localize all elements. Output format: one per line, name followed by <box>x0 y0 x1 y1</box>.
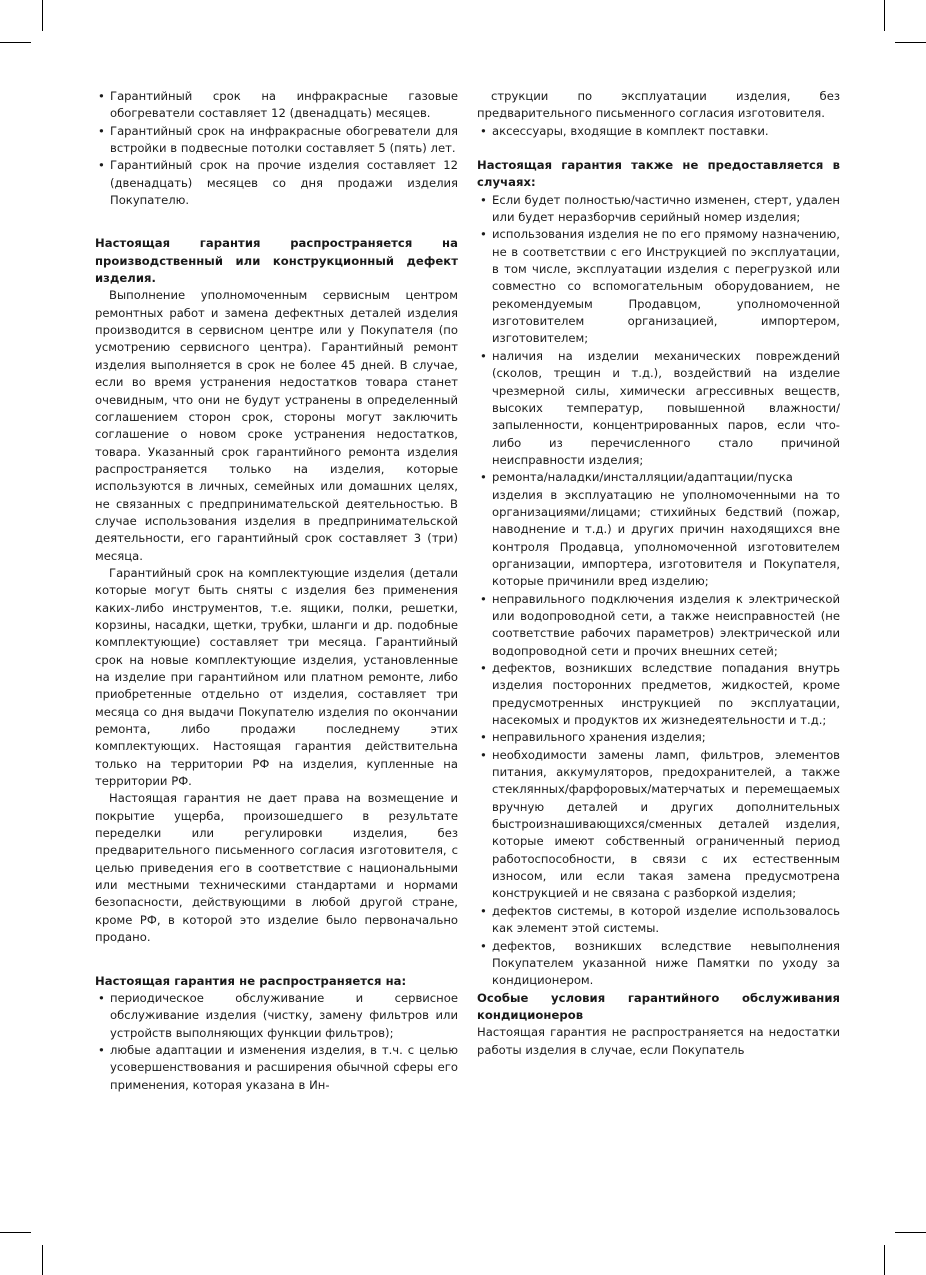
vertical-spacer <box>95 947 458 973</box>
section-heading: Настоящая гарантия не распространяется на: <box>95 973 407 988</box>
section-heading: Особые условия гарантийного обслуживания кондиционеров <box>477 990 840 1022</box>
crop-mark-top-right-vertical <box>884 0 885 31</box>
list-item: • любые адаптации и изменения изделия, в т.ч. с целью усовершенствования и расширения обычной сферы его применения, которая указана в Ин- <box>95 1042 458 1094</box>
list-item: • необходимости замены ламп, фильтров, элементов питания, аккумуляторов, предохранителей, а также стеклянных/фарфоровых/матерчатых и перемещаемых вручную деталей и других дополнительных быстроизнашивающихся/сменных деталей изделия, которые имеют собственный ограниченный период работоспособности, в связи с их естественным износом, или если такая замена предусмотрена конструкцией и не связана с разборкой изделия; <box>477 747 840 903</box>
list-item: • ремонта/наладки/инсталляции/адаптации/пуска изделия в эксплуатацию не уполномоченными на то организациями/лицами; стихийных бедствий (пожар, наводнение и т.д.) и других причин находящихся вне контроля Продавца, уполномоченной изготовителем организации, импортера, изготовителя и Покупателя, которые причинили вред изделию; <box>477 469 840 590</box>
body-paragraph: Настоящая гарантия не дает права на возмещение и покрытие ущерба, произошедшего в результате переделки или регулировки изделия, без предварительного письменного согласия изготовителя, с целью приведения его в соответствие с национальными или местными техническими стандартами и нормами безопасности, действующими в любой другой стране, кроме РФ, в которой это изделие было первоначально продано. <box>95 791 458 945</box>
list-item: • периодическое обслуживание и сервисное обслуживание изделия (чистку, замену фильтров или устройств выполняющих функции фильтров); <box>95 990 458 1042</box>
right-column <box>477 88 840 1059</box>
text-columns <box>95 88 840 1094</box>
list-item: • наличия на изделии механических повреждений (сколов, трещин и т.д.), воздействий на изделие чрезмерной силы, химически агрессивных веществ, высоких температур, повышенной влажности/запыленности, концентрированных паров, если что-либо из перечисленного стало причиной неисправности изделия; <box>477 348 840 469</box>
crop-mark-top-left-horizontal <box>0 42 31 43</box>
crop-mark-bottom-left-horizontal <box>0 1232 31 1233</box>
list-item: • Если будет полностью/частично изменен, стерт, удален или будет неразборчив серийный номер изделия; <box>477 192 840 227</box>
vertical-spacer <box>95 209 458 235</box>
list-item: • Гарантийный срок на инфракрасные обогреватели для встройки в подвесные потолки составляет 5 (пять) лет. <box>95 123 458 158</box>
body-paragraph: Выполнение уполномоченным сервисным центром ремонтных работ и замена дефектных деталей изделия производится в сервисном центре или у Покупателя (по усмотрению сервисного центра). Гарантийный ремонт изделия выполняется в срок не более 45 дней. В случае, если во время устранения недостатков товара станет очевидным, что они не будут устранены в определенный соглашением сторон срок, стороны могут заключить соглашение о новом сроке устранения недостатков, товара. Указанный срок гарантийного ремонта изделия распространяется только на изделия, которые используются в личных, семейных или домашних целях, не связанных с предпринимательской деятельностью. В случае использования изделия в предпринимательской деятельности, его гарантийный срок составляет 3 (три) месяца. <box>95 288 458 563</box>
list-item: • дефектов системы, в которой изделие использовалось как элемент этой системы. <box>477 903 840 938</box>
list-item: • дефектов, возникших вследствие попадания внутрь изделия посторонних предметов, жидкостей, кроме предусмотренных инструкцией по эксплуатации, насекомых и продуктов их жизнедеятельности и т.д.; <box>477 660 840 729</box>
list-item: • дефектов, возникших вследствие невыполнения Покупателем указанной ниже Памятки по уходу за кондиционером. <box>477 938 840 990</box>
left-column <box>95 88 458 1094</box>
list-item: • использования изделия не по его прямому назначению, не в соответствии с его Инструкцией по эксплуатации, в том числе, эксплуатации изделия с перегрузкой или совместно со вспомогательным оборудованием, не рекомендуемым Продавцом, уполномоченной изготовителем организацией, импортером, изготовителем; <box>477 226 840 347</box>
crop-mark-bottom-left-vertical <box>42 1245 43 1275</box>
list-item: • Гарантийный срок на инфракрасные газовые обогреватели составляет 12 (двенадцать) месяцев. <box>95 88 458 123</box>
section-heading: Настоящая гарантия распространяется на производственный или конструкционный дефект изделия. <box>95 236 458 286</box>
crop-mark-bottom-right-vertical <box>884 1245 885 1275</box>
body-paragraph: Гарантийный срок на комплектующие изделия (детали которые могут быть сняты с изделия без применения каких-либо инструментов, т.е. ящики, полки, решетки, корзины, насадки, щетки, трубки, шланги и др. подобные комплектующие) составляет три месяца. Гарантийный срок на новые комплектующие изделия, установленные на изделие при гарантийном или платном ремонте, либо приобретенные отдельно от изделия, составляет три месяца со дня выдачи Покупателю изделия по окончании ремонта, либо продажи последнему этих комплектующих. Настоящая гарантия действительна только на территории РФ на изделия, купленные на территории РФ. <box>95 565 458 789</box>
list-item: • аксессуары, входящие в комплект поставки. <box>477 123 840 140</box>
list-item: • Гарантийный срок на прочие изделия составляет 12 (двенадцать) месяцев со дня продажи изделия Покупателю. <box>95 157 458 209</box>
list-item: • неправильного хранения изделия; <box>477 729 840 746</box>
section-heading: Настоящая гарантия также не предоставляется в случаях: <box>477 158 840 190</box>
crop-mark-top-right-horizontal <box>895 42 926 43</box>
list-item: • неправильного подключения изделия к электрической или водопроводной сети, а также неисправностей (не соответствие рабочих параметров) электрической или водопроводной сети и прочих внешних сетей; <box>477 591 840 660</box>
crop-mark-top-left-vertical <box>42 0 43 31</box>
body-paragraph: Настоящая гарантия не распространяется на недостатки работы изделия в случае, если Покупатель <box>477 1025 840 1057</box>
vertical-spacer <box>477 140 840 157</box>
body-paragraph: струкции по эксплуатации изделия, без предварительного письменного согласия изготовителя. <box>477 89 840 121</box>
crop-mark-bottom-right-horizontal <box>895 1232 926 1233</box>
